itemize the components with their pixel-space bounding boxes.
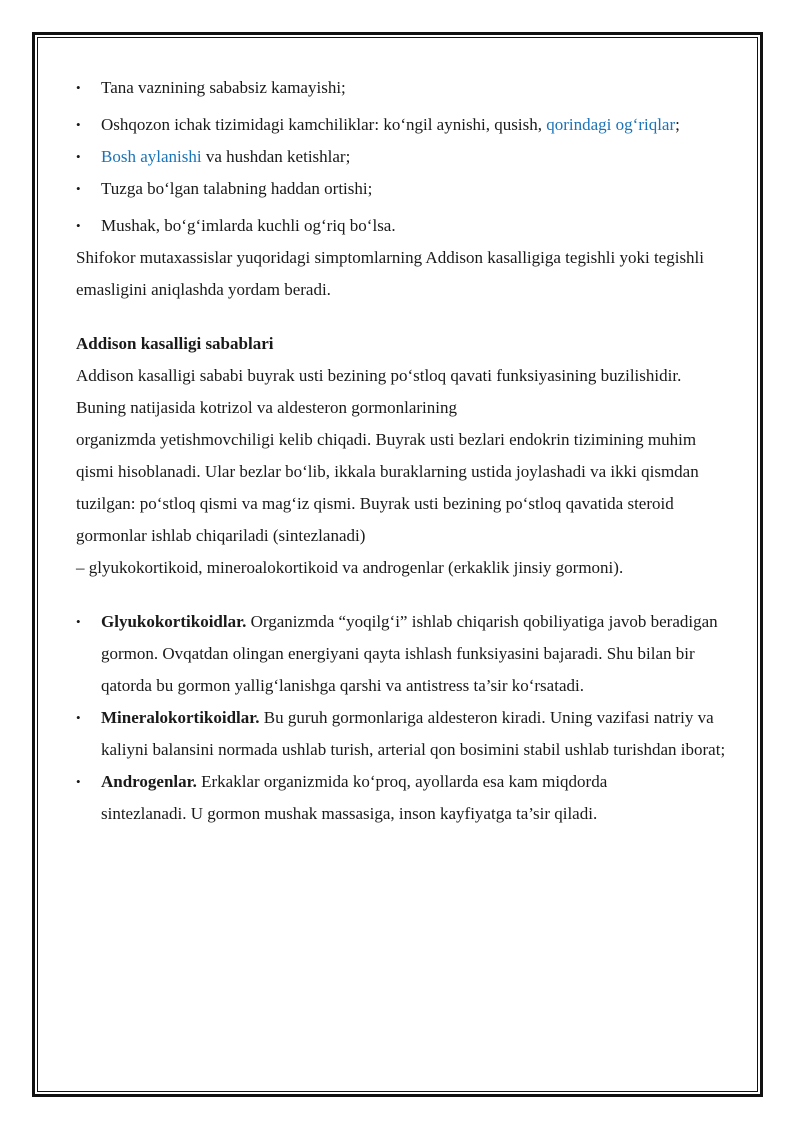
list-item-text: Organizmda “yoqilg‘i” ishlab chiqarish qobiliyatiga javob beradigan gormon. Ovqatdan olingan energiyani qayta ishlash funksiyasini bajaradi. Shu bilan bir qatorda bu gormon yallig‘lanishga qarshi va antistress ta’sir ko‘rsatadi. bbox=[101, 612, 718, 695]
hormone-list bbox=[76, 606, 736, 830]
bullet-icon: • bbox=[76, 149, 81, 164]
bullet-icon: • bbox=[76, 614, 81, 629]
paragraph: organizmda yetishmovchiligi kelib chiqadi. Buyrak usti bezlari endokrin tizimining muhim qismi hisoblanadi. Ular bezlar bo‘lib, ikkala buraklarning ustida joylashadi va ikki qismdan tuzilgan: po‘stloq qismi va mag‘iz qismi. Buyrak usti bezining po‘stloq qavatida steroid gormonlar ishlab chiqariladi (sintezlanadi) bbox=[76, 430, 699, 545]
list-item-text: Erkaklar organizmida ko‘proq, ayollarda esa kam miqdorda sintezlanadi. U gormon mushak massasiga, inson kayfiyatga ta’sir qiladi. bbox=[101, 772, 608, 823]
bullet-icon: • bbox=[76, 710, 81, 725]
link-qorindagi-ogriqlar[interactable]: qorindagi og‘riqlar bbox=[546, 115, 676, 134]
list-item bbox=[76, 72, 736, 104]
symptoms-conclusion: Shifokor mutaxassislar yuqoridagi simptomlarning Addison kasalligiga tegishli yoki tegishli emasligini aniqlashda yordam beradi. bbox=[76, 248, 705, 299]
document-body bbox=[76, 72, 736, 830]
term: Androgenlar. bbox=[101, 772, 197, 791]
section-heading: Addison kasalligi sabablari bbox=[76, 334, 274, 353]
list-item-text: Oshqozon ichak tizimidagi kamchiliklar: ko‘ngil aynishi, qusish, bbox=[101, 115, 547, 134]
paragraph: Addison kasalligi sababi buyrak usti bezining po‘stloq qavati funksiyasining buzilishidir. Buning natijasida kotrizol va aldesteron gormonlarining bbox=[76, 366, 682, 417]
bullet-icon: • bbox=[76, 774, 81, 789]
list-item bbox=[76, 606, 736, 702]
list-item-text: Bu guruh gormonlariga aldesteron kiradi. Uning vazifasi natriy va kaliyni balansini normada ushlab turish, arterial qon bosimini stabil ushlab turishdan iborat; bbox=[101, 708, 726, 759]
term: Glyukokortikoidlar. bbox=[101, 612, 247, 631]
list-item bbox=[76, 173, 736, 205]
list-item bbox=[76, 141, 736, 173]
list-item bbox=[76, 210, 736, 242]
symptom-list bbox=[76, 72, 736, 242]
bullet-icon: • bbox=[76, 181, 81, 196]
list-item-text: Tana vaznining sababsiz kamayishi; bbox=[101, 78, 346, 97]
list-item bbox=[76, 766, 631, 830]
bullet-icon: • bbox=[76, 218, 81, 233]
bullet-icon: • bbox=[76, 117, 81, 132]
paragraph: – glyukokortikoid, mineroalokortikoid va androgenlar (erkaklik jinsiy gormoni). bbox=[76, 558, 624, 577]
term: Mineralokortikoidlar. bbox=[101, 708, 260, 727]
list-item bbox=[76, 109, 736, 141]
list-item-text: Mushak, bo‘g‘imlarda kuchli og‘riq bo‘lsa. bbox=[101, 216, 396, 235]
list-item-text: Tuzga bo‘lgan talabning haddan ortishi; bbox=[101, 179, 373, 198]
list-item-text: va hushdan ketishlar; bbox=[201, 147, 351, 166]
link-bosh-aylanishi[interactable]: Bosh aylanishi bbox=[101, 147, 202, 166]
list-item-text: ; bbox=[675, 115, 680, 134]
list-item bbox=[76, 702, 736, 766]
bullet-icon: • bbox=[76, 80, 81, 95]
